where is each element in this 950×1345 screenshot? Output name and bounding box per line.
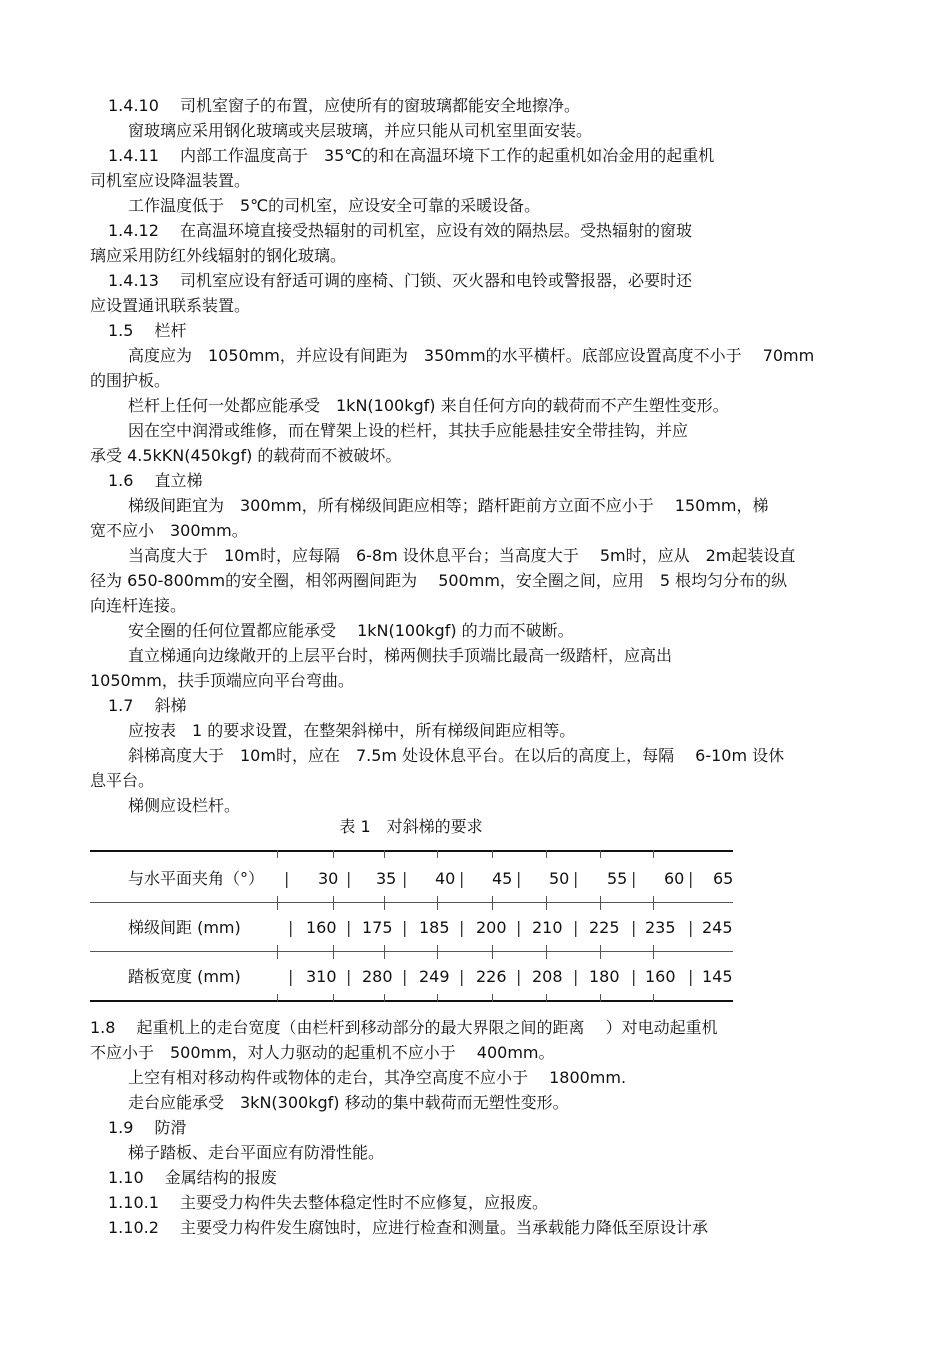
column-tick [333, 896, 334, 910]
column-tick [653, 945, 654, 959]
table-cell: 55 [607, 869, 628, 888]
text-line: 向连杆连接。 [90, 596, 187, 615]
column-tick [600, 850, 601, 858]
column-tick [333, 994, 334, 1002]
table-cell: 50 [549, 869, 570, 888]
column-tick [437, 850, 438, 858]
text-line: 梯子踏板、走台平面应有防滑性能。 [128, 1143, 385, 1162]
text-line: 因在空中润滑或维修，而在臂架上设的栏杆，其扶手应能悬挂安全带挂钩，并应 [128, 421, 689, 440]
table-cell: 225 [589, 918, 620, 937]
text-line: 安全圈的任何位置都应能承受 1kN(100kgf) 的力而不破断。 [128, 621, 574, 640]
table-cell: 180 [589, 967, 620, 986]
column-tick [384, 896, 385, 910]
column-tick [492, 896, 493, 910]
table-cell: 185 [419, 918, 450, 937]
column-tick [653, 850, 654, 858]
text-line: 高度应为 1050mm，并应设有间距为 350mm的水平横杆。底部应设置高度不小于 70mm [128, 346, 815, 365]
text-line: 上空有相对移动构件或物体的走台，其净空高度不应小于 1800mm. [128, 1068, 627, 1087]
table-cell: 210 [532, 918, 563, 937]
cell-separator: | [459, 967, 465, 986]
text-line: 宽不应小 300mm。 [90, 521, 248, 540]
column-tick [384, 994, 385, 1002]
table-cell: 30 [318, 869, 339, 888]
text-line: 当高度大于 10m时，应每隔 6-8m 设休息平台；当高度大于 5m时，应从 2m起装设直 [128, 546, 796, 565]
table-cell: 280 [362, 967, 393, 986]
column-tick [277, 850, 278, 858]
text-line: 司机室应设降温装置。 [90, 171, 251, 190]
table-cell: 200 [476, 918, 507, 937]
column-tick [653, 994, 654, 1002]
cell-separator: | [288, 918, 294, 937]
text-line: 承受 4.5kKN(450kgf) 的载荷而不被破坏。 [90, 446, 402, 465]
section-1-9-heading: 1.9 防滑 [108, 1118, 187, 1137]
cell-separator: | [516, 967, 522, 986]
text-line: 走台应能承受 3kN(300kgf) 移动的集中载荷而无塑性变形。 [128, 1093, 569, 1112]
column-tick [437, 945, 438, 959]
text-line: 不应小于 500mm，对人力驱动的起重机不应小于 400mm。 [90, 1043, 555, 1062]
clause-1-4-10: 1.4.10 司机室窗子的布置，应使所有的窗玻璃都能安全地擦净。 [108, 96, 580, 115]
table-cell: 235 [645, 918, 676, 937]
row-label: 梯级间距 (mm) [128, 918, 241, 937]
text-line: 应设置通讯联系装置。 [90, 296, 251, 315]
column-tick [277, 945, 278, 959]
clause-1-4-12: 1.4.12 在高温环境直接受热辐射的司机室，应设有效的隔热层。受热辐射的窗玻 [108, 221, 692, 240]
table-cell: 208 [532, 967, 563, 986]
text-line: 栏杆上任何一处都应能承受 1kN(100kgf) 来自任何方向的载荷而不产生塑性变形。 [128, 396, 729, 415]
cell-separator: | [688, 869, 694, 888]
clause-1-4-13: 1.4.13 司机室应设有舒适可调的座椅、门锁、灭火器和电铃或警报器，必要时还 [108, 271, 692, 290]
table-title: 表 1 对斜梯的要求 [339, 817, 483, 836]
cell-separator: | [402, 967, 408, 986]
cell-separator: | [402, 869, 408, 888]
column-tick [384, 850, 385, 858]
row-label: 踏板宽度 (mm) [128, 967, 241, 986]
column-tick [546, 850, 547, 858]
column-tick [600, 945, 601, 959]
text-line: 梯侧应设栏杆。 [128, 796, 241, 815]
cell-separator: | [631, 918, 637, 937]
text-line: 径为 650-800mm的安全圈，相邻两圈间距为 500mm，安全圈之间，应用 5 根均匀分布的纵 [90, 571, 788, 590]
text-line: 斜梯高度大于 10m时，应在 7.5m 处设休息平台。在以后的高度上，每隔 6-10m 设休 [128, 746, 785, 765]
cell-separator: | [631, 967, 637, 986]
table-row-divider [90, 951, 733, 952]
column-tick [492, 850, 493, 858]
cell-separator: | [459, 869, 465, 888]
table-cell: 45 [492, 869, 513, 888]
table-cell: 245 [702, 918, 733, 937]
column-tick [277, 896, 278, 910]
cell-separator: | [346, 967, 352, 986]
cell-separator: | [284, 869, 290, 888]
text-line: 应按表 1 的要求设置，在整架斜梯中，所有梯级间距应相等。 [128, 721, 576, 740]
column-tick [277, 994, 278, 1002]
text-line: 窗玻璃应采用钢化玻璃或夹层玻璃，并应只能从司机室里面安装。 [128, 121, 593, 140]
column-tick [653, 896, 654, 910]
text-line: 璃应采用防红外线辐射的钢化玻璃。 [90, 246, 347, 265]
column-tick [437, 896, 438, 910]
table-cell: 249 [419, 967, 450, 986]
column-tick [600, 994, 601, 1002]
text-line: 梯级间距宜为 300mm，所有梯级间距应相等；踏杆距前方立面不应小于 150mm，梯 [128, 496, 769, 515]
column-tick [546, 945, 547, 959]
table-cell: 160 [645, 967, 676, 986]
column-tick [600, 896, 601, 910]
table-cell: 35 [376, 869, 397, 888]
column-tick [333, 850, 334, 858]
column-tick [437, 994, 438, 1002]
table-cell: 65 [713, 869, 734, 888]
text-line: 直立梯通向边缘敞开的上层平台时，梯两侧扶手顶端比最高一级踏杆，应高出 [128, 646, 673, 665]
table-cell: 175 [362, 918, 393, 937]
table-cell: 145 [702, 967, 733, 986]
cell-separator: | [288, 967, 294, 986]
cell-separator: | [688, 967, 694, 986]
table-top-rule [90, 850, 733, 852]
section-1-5-heading: 1.5 栏杆 [108, 321, 187, 340]
column-tick [492, 994, 493, 1002]
table-cell: 310 [306, 967, 337, 986]
cell-separator: | [346, 869, 352, 888]
column-tick [384, 945, 385, 959]
table-row-divider [90, 902, 733, 903]
cell-separator: | [346, 918, 352, 937]
cell-separator: | [459, 918, 465, 937]
cell-separator: | [573, 918, 579, 937]
cell-separator: | [631, 869, 637, 888]
table-cell: 60 [664, 869, 685, 888]
column-tick [546, 994, 547, 1002]
table-cell: 226 [476, 967, 507, 986]
cell-separator: | [402, 918, 408, 937]
row-label: 与水平面夹角（°） [128, 869, 265, 888]
section-1-6-heading: 1.6 直立梯 [108, 471, 203, 490]
section-1-8-text: 1.8 起重机上的走台宽度（由栏杆到移动部分的最大界限之间的距离 ）对电动起重机 [90, 1018, 718, 1037]
cell-separator: | [688, 918, 694, 937]
text-line: 息平台。 [90, 771, 155, 790]
column-tick [333, 945, 334, 959]
section-1-10-heading: 1.10 金属结构的报废 [108, 1168, 277, 1187]
table-bottom-rule [90, 1000, 733, 1002]
cell-separator: | [516, 918, 522, 937]
text-line: 的围护板。 [90, 371, 171, 390]
column-tick [492, 945, 493, 959]
text-line: 工作温度低于 5℃的司机室，应设安全可靠的采暖设备。 [128, 196, 541, 215]
cell-separator: | [516, 869, 522, 888]
clause-1-10-1: 1.10.1 主要受力构件失去整体稳定性时不应修复，应报废。 [108, 1193, 548, 1212]
cell-separator: | [573, 869, 579, 888]
clause-1-4-11: 1.4.11 内部工作温度高于 35℃的和在高温环境下工作的起重机如冶金用的起重机 [108, 146, 715, 165]
table-cell: 40 [435, 869, 456, 888]
cell-separator: | [573, 967, 579, 986]
clause-1-10-2: 1.10.2 主要受力构件发生腐蚀时，应进行检查和测量。当承载能力降低至原设计承 [108, 1218, 708, 1237]
table-cell: 160 [306, 918, 337, 937]
column-tick [546, 896, 547, 910]
section-1-7-heading: 1.7 斜梯 [108, 696, 187, 715]
text-line: 1050mm，扶手顶端应向平台弯曲。 [90, 671, 354, 690]
